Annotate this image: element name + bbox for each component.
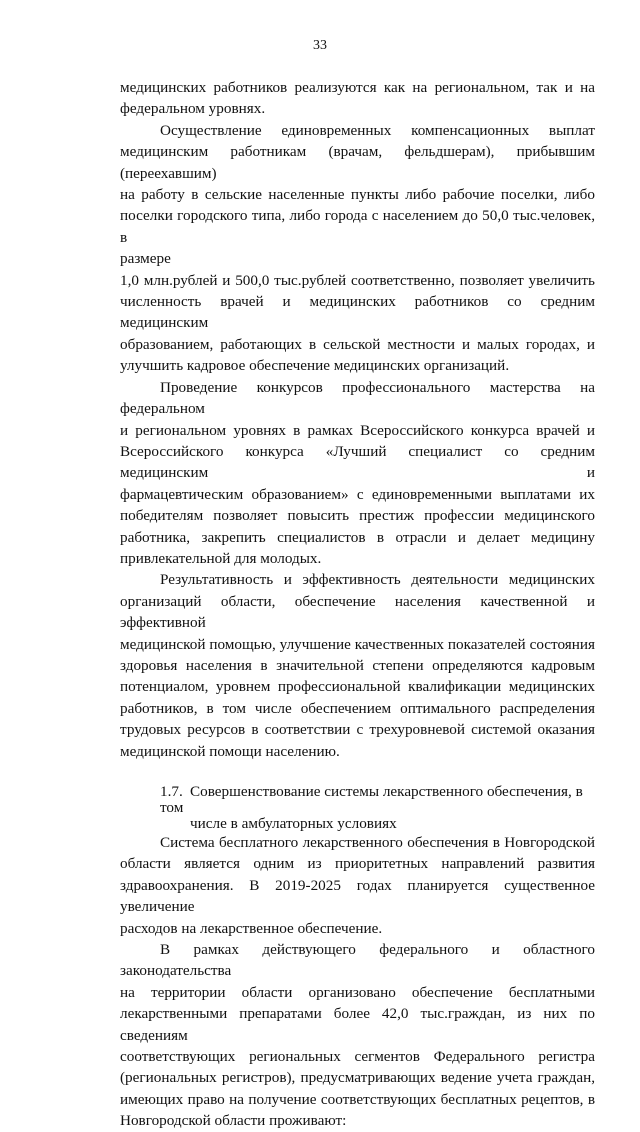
section-number: 1.7.: [160, 783, 183, 800]
text-line: поселки городского типа, либо города с населением до 50,0 тыс.человек, в: [120, 207, 595, 246]
text-line: размере: [120, 250, 171, 268]
text-line: лекарственными препаратами более 42,0 тыс.граждан, из них по сведениям: [120, 1005, 595, 1044]
section-title-line: числе в амбулаторных условиях: [190, 815, 397, 832]
text-line: на работу в сельские населенные пункты либо рабочие поселки, либо: [120, 186, 595, 204]
document-body: [120, 77, 595, 1132]
text-line: улучшить кадровое обеспечение медицинских организаций.: [120, 357, 510, 375]
text-line: расходов на лекарственное обеспечение.: [120, 919, 383, 937]
section-heading: [120, 784, 595, 832]
text-line: медицинским работникам (врачам, фельдшерам), прибывшим (переехавшим): [120, 143, 595, 182]
text-line: В рамках действующего федерального и областного законодательства: [120, 941, 595, 980]
text-line: 1,0 млн.рублей и 500,0 тыс.рублей соответственно, позволяет увеличить: [120, 271, 595, 289]
text-line: работников, в том числе обеспечением оптимального распределения: [120, 699, 595, 717]
paragraph-compensation-payments: [120, 120, 595, 377]
text-line: имеющих право на получение соответствующих бесплатных рецептов, в: [120, 1090, 595, 1108]
text-line: трудовых ресурсов в соответствии с трехуровневой системой оказания: [120, 721, 595, 739]
paragraph-drug-system: [120, 832, 595, 939]
text-line: на территории области организовано обеспечение бесплатными: [120, 983, 595, 1001]
section-title-line: Совершенствование системы лекарственного обеспечения, в том: [160, 783, 583, 816]
text-line: федеральном уровнях.: [120, 100, 266, 118]
text-line: области является одним из приоритетных направлений развития: [120, 855, 595, 873]
text-line: и региональном уровнях в рамках Всероссийского конкурса врачей и: [120, 421, 595, 439]
text-line: потенциалом, уровнем профессиональной квалификации медицинских: [120, 678, 595, 696]
text-line: медицинских работников реализуются как на региональном, так и на: [120, 79, 595, 96]
text-line: медицинской помощью, улучшение качественных показателей состояния: [120, 635, 595, 653]
text-line: Новгородской области проживают:: [120, 1112, 347, 1130]
text-line: здравоохранения. В 2019-2025 годах планируется существенное увеличение: [120, 876, 595, 916]
text-line: медицинской помощи населению.: [120, 742, 340, 760]
paragraph-effectiveness: [120, 569, 595, 762]
text-line: соответствующих региональных сегментов Федерального регистра: [120, 1048, 595, 1066]
page-number: 33: [313, 38, 327, 53]
text-line: здоровья населения в значительной степени определяются кадровым: [120, 656, 595, 674]
paragraph-contests: [120, 377, 595, 570]
text-line: привлекательной для молодых.: [120, 549, 322, 567]
text-line: Всероссийского конкурса «Лучший специалист со средним медицинским и: [120, 442, 595, 482]
text-line: (региональных регистров), предусматривающих ведение учета граждан,: [120, 1069, 595, 1087]
text-line: организаций области, обеспечение населения качественной и эффективной: [120, 592, 595, 632]
text-line: Проведение конкурсов профессионального мастерства на федеральном: [120, 378, 595, 418]
text-line: численность врачей и медицинских работников со средним медицинским: [120, 293, 595, 332]
text-line: Система бесплатного лекарственного обеспечения в Новгородской: [160, 834, 595, 851]
paragraph-legislation: [120, 939, 595, 1132]
text-line: фармацевтическим образованием» с единовременными выплатами их: [120, 485, 595, 503]
text-line: победителям позволяет повысить престиж профессии медицинского: [120, 507, 595, 525]
paragraph-continuation: [120, 77, 595, 120]
text-line: работника, закрепить специалистов в отрасли и делает медицину: [120, 528, 595, 546]
text-line: образованием, работающих в сельской местности и малых городах, и: [120, 335, 595, 353]
text-line: Результативность и эффективность деятельности медицинских: [160, 571, 595, 589]
text-line: Осуществление единовременных компенсационных выплат: [160, 121, 595, 139]
